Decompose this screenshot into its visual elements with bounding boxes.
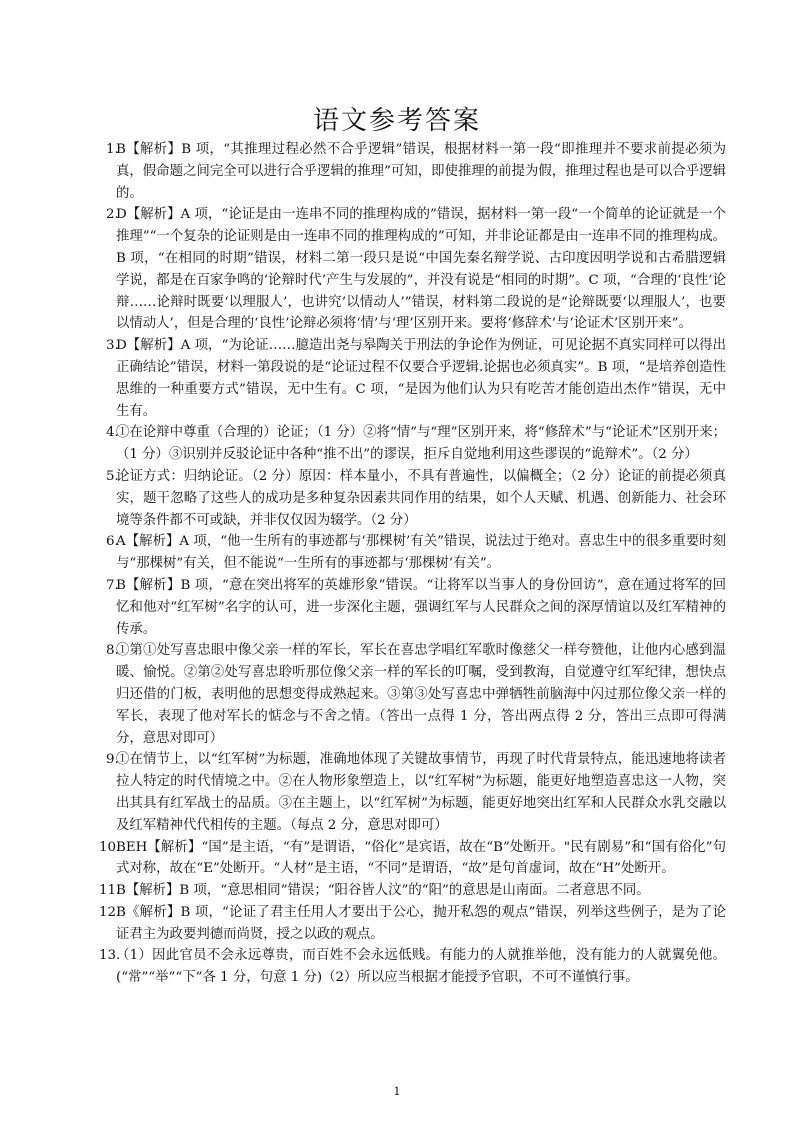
answer-number: 3.: [106, 338, 119, 354]
answer-item-8: [106, 640, 726, 749]
answer-number: 7.: [106, 577, 119, 593]
answer-number: 1.: [106, 142, 119, 157]
answer-number: 6.: [106, 534, 119, 550]
answer-item-2: [106, 204, 726, 335]
answer-text: （1）因此官员不会永远尊贵，而百姓不会永远低贱。有能力的人就推举他，没有能力的人就翼免他。(“常”“举”“下”各 1 分，句意 1 分)（2）所以应当根据才能授予官职，不可不谨慎行事。: [116, 948, 726, 986]
answer-text: B【解析】B 项，“意思相同”错误；“阳谷皆人汶”的“阳”的意思是山南面。二者意思不同。: [116, 883, 650, 899]
answer-item-1: [106, 139, 726, 204]
answer-number: 4.: [106, 425, 119, 441]
answer-item-3: [106, 335, 726, 422]
answer-item-5: [106, 466, 726, 531]
answer-number: 12.: [99, 904, 121, 920]
answer-number: 8.: [106, 643, 119, 659]
answer-text: B【解析】B 项，“其推理过程必然不合乎逻辑”错误，根据材料一第一段“即推理并不要求前提必须为真，假命题之间完全可以进行合乎逻辑的推理”可知，即使推理的前提为假，推理过程也是可以合乎逻辑的。: [116, 142, 726, 201]
answer-number: 2.: [106, 207, 119, 223]
answer-text: ①在情节上，以“红军树”为标题，准确地体现了关键故事情节，再现了时代背景特点，能迅速地将读者拉人特定的时代情境之中。②在人物形象塑造上，以“红军树”为标题，能更好地塑造喜忠这一人物，突出其具有红军战士的品质。③在主题上，以“红军树”为标题，能更好地突出红军和人民群众水乳交融以及红军精神代代相传的主题。（每点 2 分，意思对即可）: [116, 752, 726, 833]
answer-item-12: [99, 902, 726, 946]
answer-number: 10.: [99, 839, 121, 855]
answer-text: B【解析】B 项，“意在突出将军的英雄形象”错误。“让将军以当事人的身份回访”，意在通过将军的回忆和他对“红军树”名字的认可，进一步深化主题，强调红军与人民群众之间的深厚情谊以及红军精神的传承。: [116, 577, 726, 637]
answer-item-7: [106, 575, 726, 640]
answer-text: B《解析】B 项，“论证了君主任用人才要出于公心，抛开私怨的观点”错误，列举这些例子，是为了论证君主为政要判德而尚贤，授之以政的观点。: [116, 904, 726, 942]
answer-number: 9.: [106, 752, 119, 768]
answer-text: A【解析】A 项，“他一生所有的事迹都与‘那棵树’有关”错误，说法过于绝对。喜忠生中的很多重要时刻与“那棵树”有关，但不能说“一生所有的事迹都与‘那棵树’有关”。: [116, 534, 726, 572]
answer-text: D【解析】A 项，“论证是由一连串不同的推理构成的”错误，据材料一第一段“一个简单的论证就是一个推理”“一个复杂的论证则是由一连串不同的推理构成的”可知，并非论证都是由一连串不同的推理构成。B 项，“在相同的时期”错误，材料二第一段只是说“中国先秦名辩学说、古印度因明学说和古希腊逻辑学说，都是在百家争鸣的‘论辩时代’产生与发展的”，并没有说是“相同的时期”。C 项，“合理的‘良性’论辩……论辩时既要‘以理服人’，也讲究‘以情动人’”错误，材料第二段说的是“论辩既要‘以理服人’，也要以情动人’，但是合理的‘良性’论辩必须将‘情’与‘理’区别开来。要将‘修辞术’与‘论证术’区别开来”。: [116, 207, 726, 332]
answer-item-9: [106, 749, 726, 836]
answer-text: 论证方式：归纳论证。（2 分）原因：样本量小，不具有普遍性，以偏概全；（2 分）论证的前提必须真实，题干忽略了这些人的成功是多种复杂因素共同作用的结果，如个人天赋、机遇、创新能力、社会环境等条件都不可或缺，并非仅仅因为辍学。（2 分）: [116, 468, 726, 528]
answer-item-11: [99, 880, 726, 902]
answer-item-6: [106, 531, 726, 575]
answer-list: [99, 139, 726, 989]
page-number: 1: [393, 1085, 401, 1098]
answer-text: ①在论辩中尊重（合理的）论证；（1 分）②将“情”与“理”区别开来，将“修辞术”与“论证术”区别开来；（1 分）③识别并反驳论证中各种“推不出”的谬误，拒斥自觉地利用这些谬误的“诡辩术”。（2 分）: [116, 425, 726, 463]
answer-text: D【解析】A 项，“为论证……臆造出尧与皋陶关于刑法的争论作为例证，可见论据不真实同样可以得出正确结论”错误，材料一第段说的是“论证过程不仅要合乎逻辑.论据也必须真实”。B 项，“是培养创造性思维的一种重要方式”错误，无中生有。C 项，“是因为他们认为只有吃苦才能创造出杰作”错误，无中生有。: [116, 338, 726, 419]
page-title: 语文参考答案: [312, 106, 481, 136]
answer-item-10: [99, 837, 726, 881]
answer-text: ①第①处写喜忠眼中像父亲一样的军长，军长在喜忠学唱红军歌时像慈父一样夸赞他，让他内心感到温暖、愉悦。②第②处写喜忠聆听那位像父亲一样的军长的叮嘱，受到教海，自觉遵守红军纪律，想快点归还借的门板，表明他的思想变得成熟起来。③第③处写喜忠中弹牺牲前脑海中闪过那位像父亲一样的军长，表现了他对军长的惦念与不舍之情。（答出一点得 1 分，答出两点得 2 分，答出三点即可得满分，意思对即可）: [116, 643, 726, 746]
answer-item-4: [106, 422, 726, 466]
answer-item-13: [99, 945, 726, 989]
answer-number: 5.: [106, 468, 119, 484]
answer-text: BEH【解析】“国”是主语，“有”是谓语，“俗化”是宾语，故在“B”处断开。"民有剧易”和“国有俗化”句式对称，故在“E”处断开。“人材”是主语，“不同”是谓语，“故”是句首虚词，故在“H”处断开。: [116, 839, 726, 877]
answer-number: 11.: [99, 883, 121, 899]
answer-number: 13.: [99, 948, 121, 964]
